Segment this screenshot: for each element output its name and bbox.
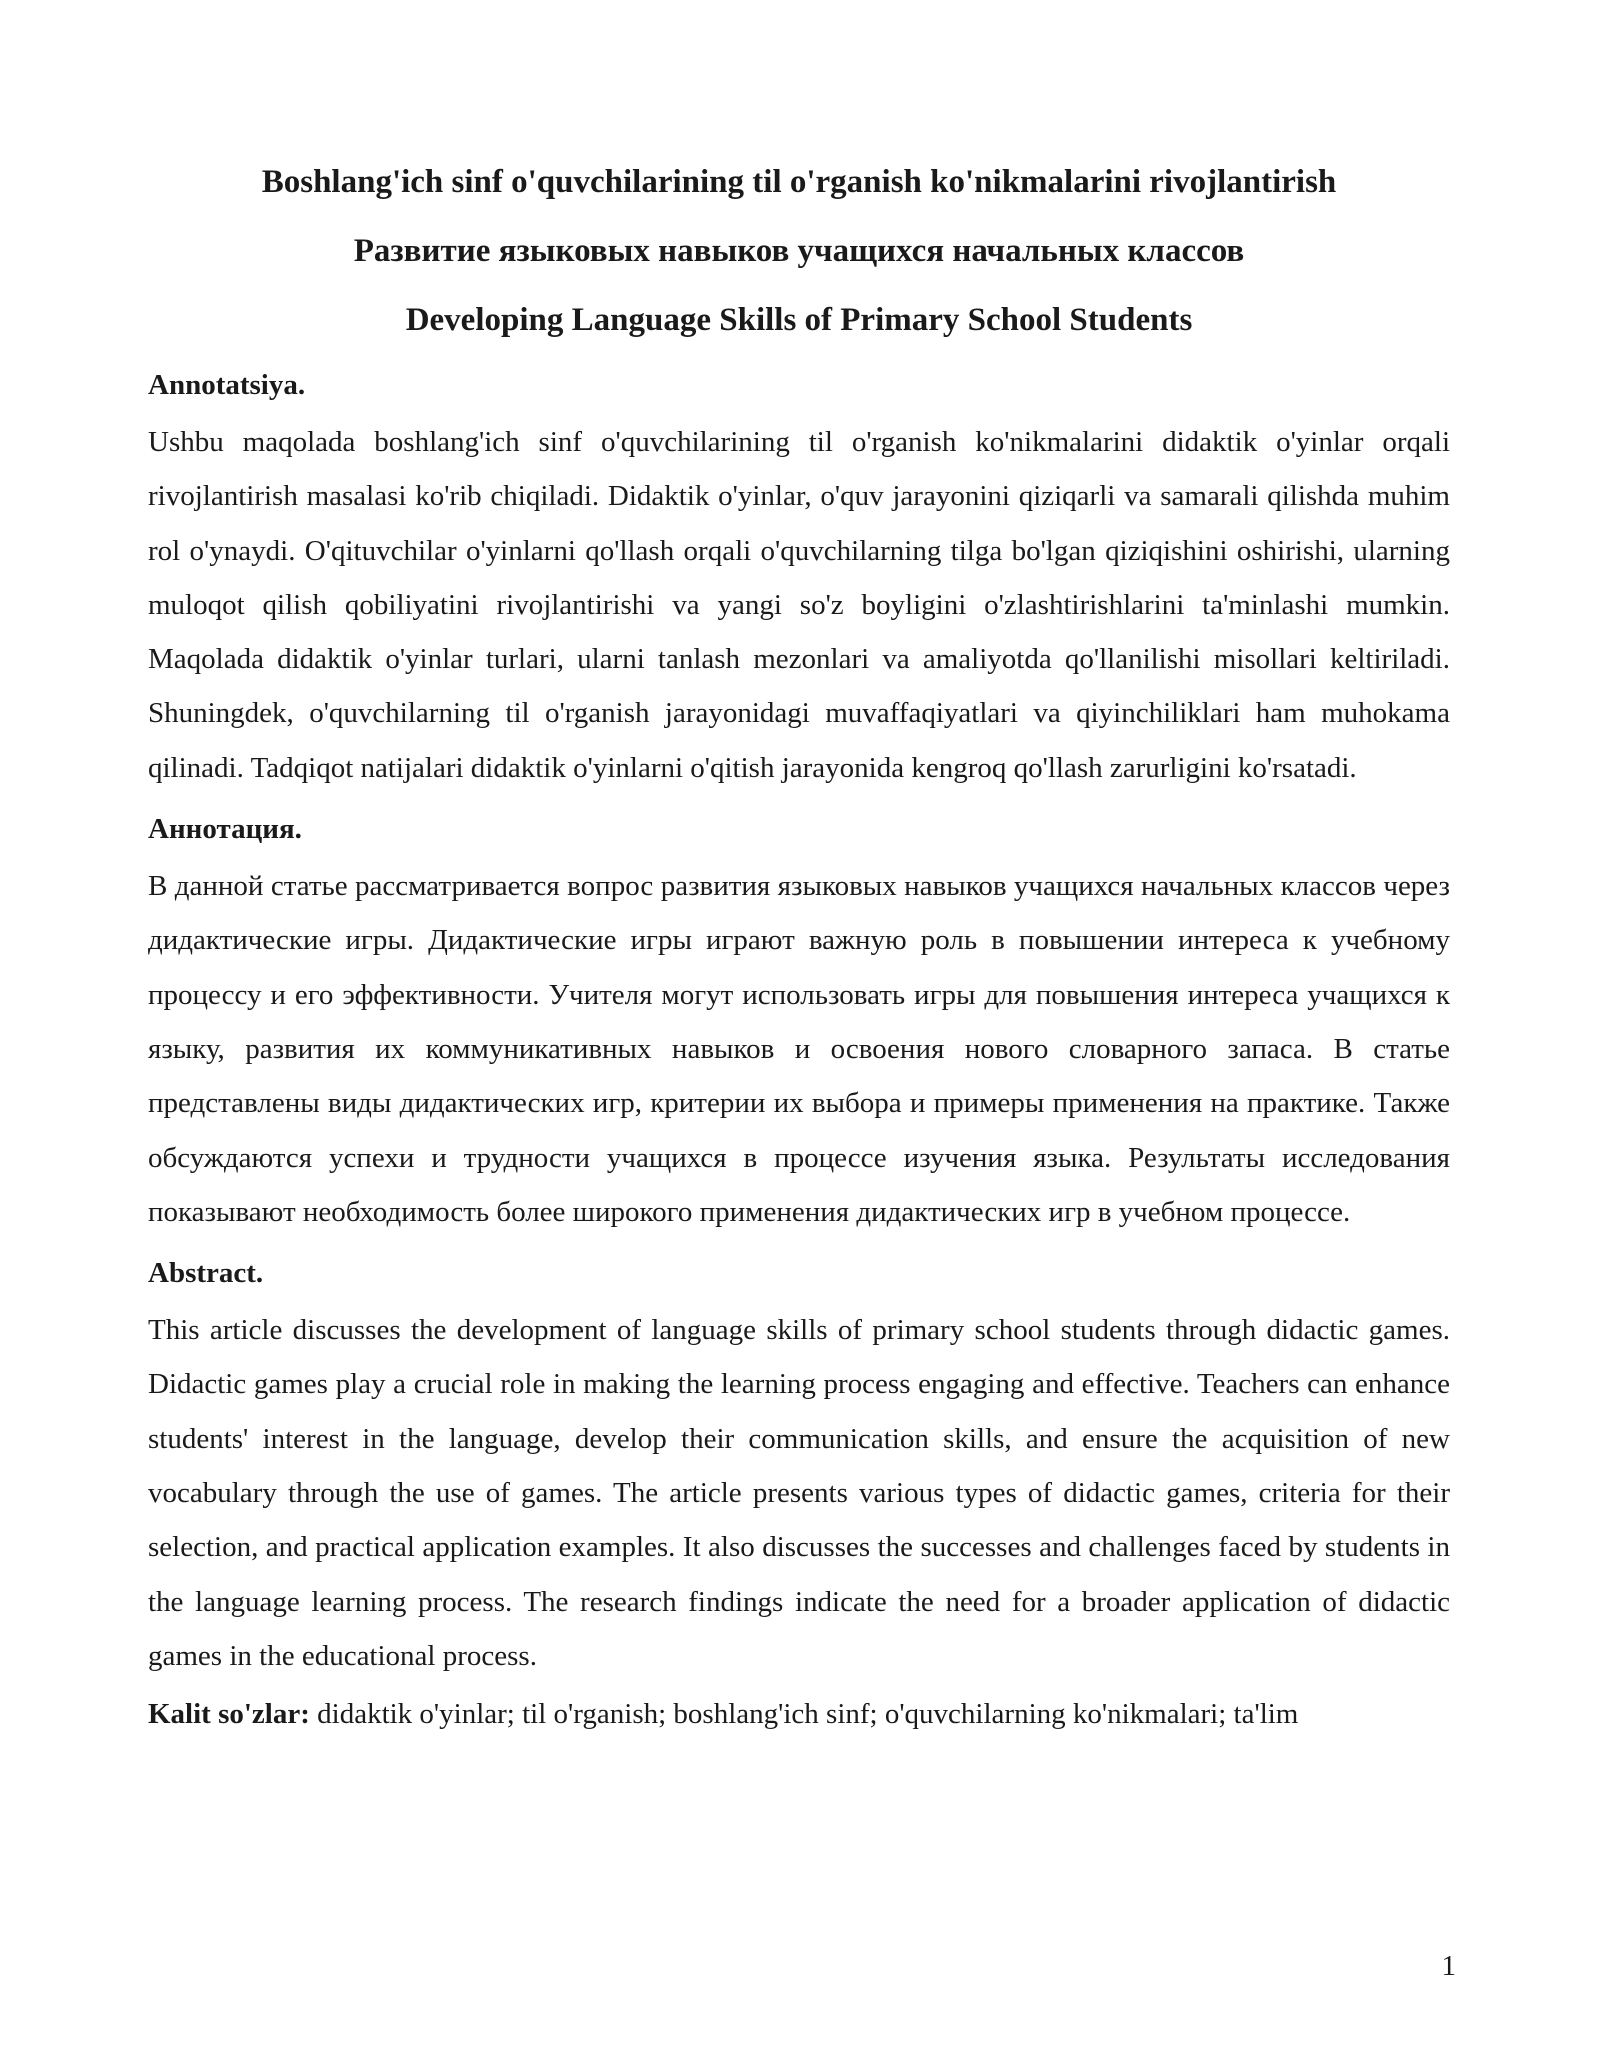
keywords-text: didaktik o'yinlar; til o'rganish; boshlang'ich sinf; o'quvchilarning ko'nikmalari; ta'lim	[309, 1698, 1299, 1731]
abstract-uzbek-heading: Annotatsiya.	[148, 369, 306, 401]
abstract-russian-section	[148, 799, 1450, 1243]
title-russian: Развитие языковых навыков учащихся начальных классов	[353, 233, 1245, 269]
title-uzbek: Boshlang'ich sinf o'quvchilarining til o'rganish ko'nikmalarini rivojlantirish	[261, 164, 1337, 200]
page-number: 1	[1441, 1950, 1456, 1982]
title-english: Developing Language Skills of Primary School Students	[405, 302, 1193, 338]
keywords-label: Kalit so'zlar:	[148, 1698, 310, 1731]
abstract-english-heading: Abstract.	[148, 1257, 264, 1290]
paper-page	[148, 148, 1450, 1741]
abstract-english-section	[148, 1243, 1450, 1687]
abstract-russian-text: В данной статье рассматривается вопрос развития языковых навыков учащихся начальных классов через дидактические игры. Дидактические игры играют важную роль в повышении интереса к учебному процессу и его эффективности. Учителя могут использовать игры для повышения интереса учащихся к языку, развития их коммуникативных навыков и освоения нового словарного запаса. В статье представлены виды дидактических игр, критерии их выбора и примеры применения на практике. Также обсуждаются успехи и трудности учащихся в процессе изучения языка. Результаты исследования показывают необходимость более широкого применения дидактических игр в учебном процессе.	[148, 870, 1450, 1228]
abstract-russian-heading: Аннотация.	[148, 813, 302, 846]
abstract-uzbek-section	[148, 355, 1450, 799]
abstract-english-text: This article discusses the development of language skills of primary school students through didactic games. Didactic games play a crucial role in making the learning process engaging and effective. Teachers can enhance students' interest in the language, develop their communication skills, and ensure the acquisition of new vocabulary through the use of games. The article presents various types of didactic games, criteria for their selection, and practical application examples. It also discusses the successes and challenges faced by students in the language learning process. The research findings indicate the need for a broader application of didactic games in the educational process.	[148, 1314, 1450, 1672]
abstract-uzbek-text: Ushbu maqolada boshlang'ich sinf o'quvchilarining til o'rganish ko'nikmalarini didaktik o'yinlar orqali rivojlantirish masalasi ko'rib chiqiladi. Didaktik o'yinlar, o'quv jarayonini qiziqarli va samarali qilishda muhim rol o'ynaydi. O'qituvchilar o'yinlarni qo'llash orqali o'quvchilarning tilga bo'lgan qiziqishini oshirishi, ularning muloqot qilish qobiliyatini rivojlantirishi va yangi so'z boyligini o'zlashtirishlarini ta'minlashi mumkin. Maqolada didaktik o'yinlar turlari, ularni tanlash mezonlari va amaliyotda qo'llanilishi misollari keltiriladi. Shuningdek, o'quvchilarning til o'rganish jarayonidagi muvaffaqiyatlari va qiyinchiliklari ham muhokama qilinadi. Tadqiqot natijalari didaktik o'yinlarni o'qitish jarayonida kengroq qo'llash zarurligini ko'rsatadi.	[148, 426, 1450, 784]
keywords	[148, 1687, 1450, 1741]
